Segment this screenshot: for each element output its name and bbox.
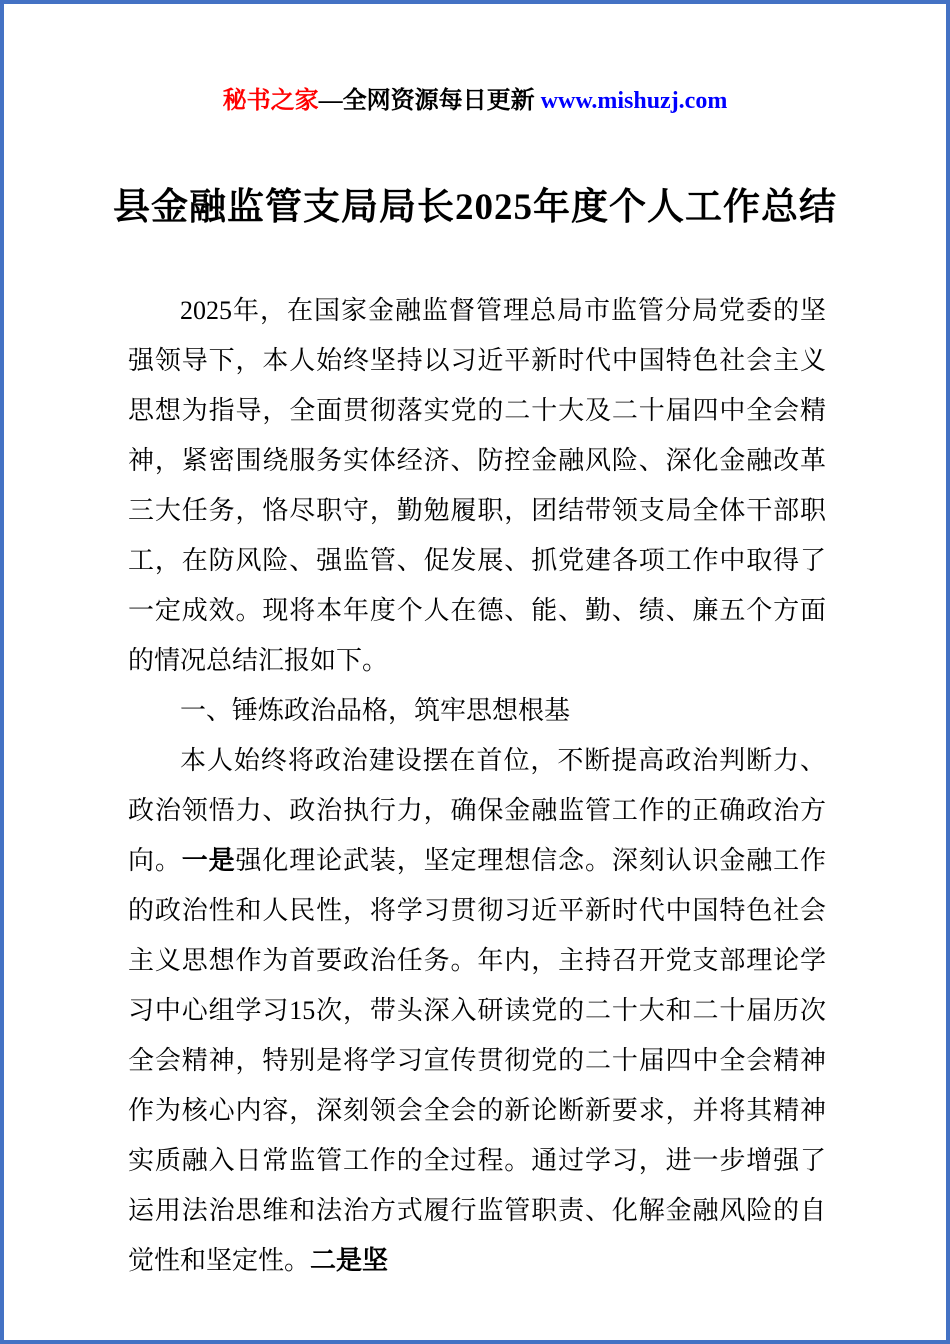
paragraph <box>128 736 826 1286</box>
text-run: 本人始终将政治建设摆在首位，不断提高政治判断力、政治领悟力、政治执行力，确保金融监管工作的正确政治方向。 <box>128 746 826 876</box>
document-body <box>4 286 946 1286</box>
site-header <box>4 86 946 116</box>
paragraph <box>128 686 826 736</box>
site-url-link[interactable]: www.mishuzj.com <box>540 88 728 114</box>
paragraph <box>128 286 826 686</box>
text-run: 一、锤炼政治品格，筑牢思想根基 <box>180 696 571 726</box>
bold-text-run: 一是 <box>181 846 236 876</box>
text-run: 2025年，在国家金融监督管理总局市监管分局党委的坚强领导下，本人始终坚持以习近平新时代中国特色社会主义思想为指导，全面贯彻落实党的二十大及二十届四中全会精神，紧密围绕服务实体经济、防控金融风险、深化金融改革三大任务，恪尽职守，勤勉履职，团结带领支局全体干部职工，在防风险、强监管、促发展、抓党建各项工作中取得了一定成效。现将本年度个人在德、能、勤、绩、廉五个方面的情况总结汇报如下。 <box>128 296 826 676</box>
bold-text-run: 二是坚 <box>310 1246 389 1276</box>
site-brand: 秘书之家 <box>222 88 319 114</box>
text-run: 强化理论武装，坚定理想信念。深刻认识金融工作的政治性和人民性，将学习贯彻习近平新时代中国特色社会主义思想作为首要政治任务。年内，主持召开党支部理论学习中心组学习15次，带头深入研读党的二十大和二十届历次全会精神，特别是将学习宣传贯彻党的二十届四中全会精神作为核心内容，深刻领会全会的新论断新要求，并将其精神实质融入日常监管工作的全过程。通过学习，进一步增强了运用法治思维和法治方式履行监管职责、化解金融风险的自觉性和坚定性。 <box>128 846 826 1276</box>
document-title: 县金融监管支局局长2025年度个人工作总结 <box>113 187 837 228</box>
site-tagline: —全网资源每日更新 <box>318 88 541 114</box>
